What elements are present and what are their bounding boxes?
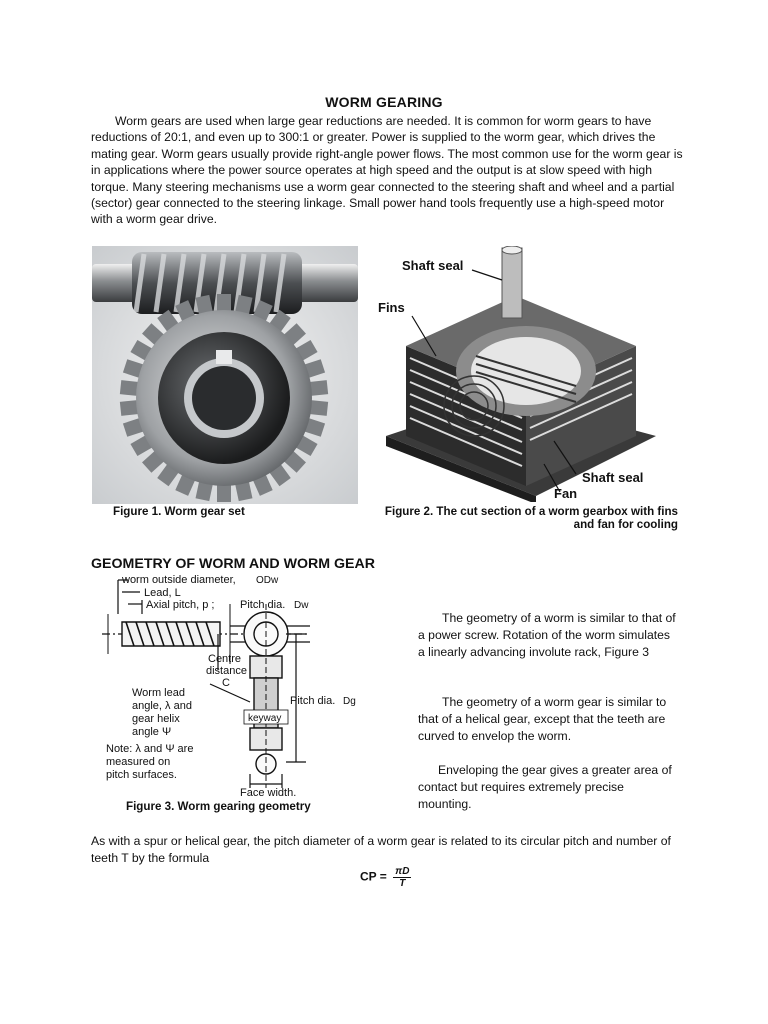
fig3-label-pitch-dia: Pitch dia. [240,599,286,611]
fig3-label-outside-dia: worm outside diameter, [122,574,236,586]
figure-1-image [92,246,358,504]
fig2-label-fins: Fins [378,300,405,315]
figure-2-caption [372,505,678,531]
circular-pitch-formula [360,866,411,889]
fig3-label-lead-angle-3: gear helix [132,713,180,725]
section-heading: GEOMETRY OF WORM AND WORM GEAR [91,556,375,572]
fig3-label-note-2: measured on [106,756,171,768]
fig3-label-lead-angle-1: Worm lead [132,687,185,699]
fig3-label-face-width: Face width. [240,787,297,799]
fig3-label-lead: Lead, L [144,587,181,599]
formula-numerator: πD [395,866,410,877]
fig3-label-dw: Dw [294,600,309,611]
intro-text: Worm gears are used when large gear reductions are needed. It is common for worm gears to have reductions of 20:1, and even up to 300:1 or greater. Power is supplied to the worm gear, which drives the mating gear. Worm gears usually provide right-angle power flows. The most common use for the worm gear is in applications where the power source operates at high speed and the output is at slow speed with high torque. Many steering mechanisms use a worm gear connected to the steering shaft and wheel and a partial (sector) gear connected to the steering linkage. Small power hand tools frequently use a high-speed motor with a worm gear drive. [91,114,683,227]
fig2-label-shaft-seal-top: Shaft seal [402,258,464,273]
figure-1-caption: Figure 1. Worm gear set [113,505,245,518]
figure-2-image [376,246,658,502]
figure-2-caption-line-1: Figure 2. The cut section of a worm gearbox with fins [384,505,678,518]
formula-fraction [393,866,411,889]
side-paragraph-1-text: The geometry of a worm is similar to that of a power screw. Rotation of the worm simulates a linearly advancing involute rack, Figure 3 [418,611,676,659]
fig3-label-axial-pitch: Axial pitch, p ; [146,599,215,611]
fig3-label-note-1: Note: λ and Ψ are [106,743,194,755]
fig2-label-shaft-seal-bottom: Shaft seal [582,470,644,485]
formula-lhs: CP = [360,869,387,884]
fig3-label-odw: ODw [256,575,279,586]
figure-2-caption-line-2: and fan for cooling [573,518,678,531]
fig3-label-pitch-dia-g: Pitch dia. [290,695,336,707]
page-title: WORM GEARING [325,94,443,110]
figure-3-image [100,574,400,800]
fig3-label-distance: distance [206,665,247,677]
fig2-label-fan: Fan [554,486,578,501]
side-paragraph-1 [418,610,680,661]
fig3-label-lead-angle-4: angle Ψ [132,726,172,738]
side-paragraph-2-text: The geometry of a worm gear is similar to that of a helical gear, except that the teeth are curved to envelop the worm. [418,695,667,743]
fig3-label-note-3: pitch surfaces. [106,769,177,781]
intro-paragraph [91,113,683,228]
fig3-label-centre: Centre [208,653,242,665]
fig3-label-dg: Dg [343,696,356,707]
formula-denominator: T [399,878,406,889]
fig3-label-lead-angle-2: angle, λ and [132,700,192,712]
figure-3-caption: Figure 3. Worm gearing geometry [126,800,311,813]
fig3-label-keyway: keyway [248,713,282,724]
bottom-paragraph: As with a spur or helical gear, the pitch diameter of a worm gear is related to its circular pitch and number of teeth T by the formula [91,834,671,865]
side-paragraph-2 [418,694,680,745]
side-paragraph-3-text: Enveloping the gear gives a greater area of contact but requires extremely precise mounting. [418,763,672,811]
side-paragraph-3 [418,762,680,813]
fig3-label-c: C [222,677,230,689]
